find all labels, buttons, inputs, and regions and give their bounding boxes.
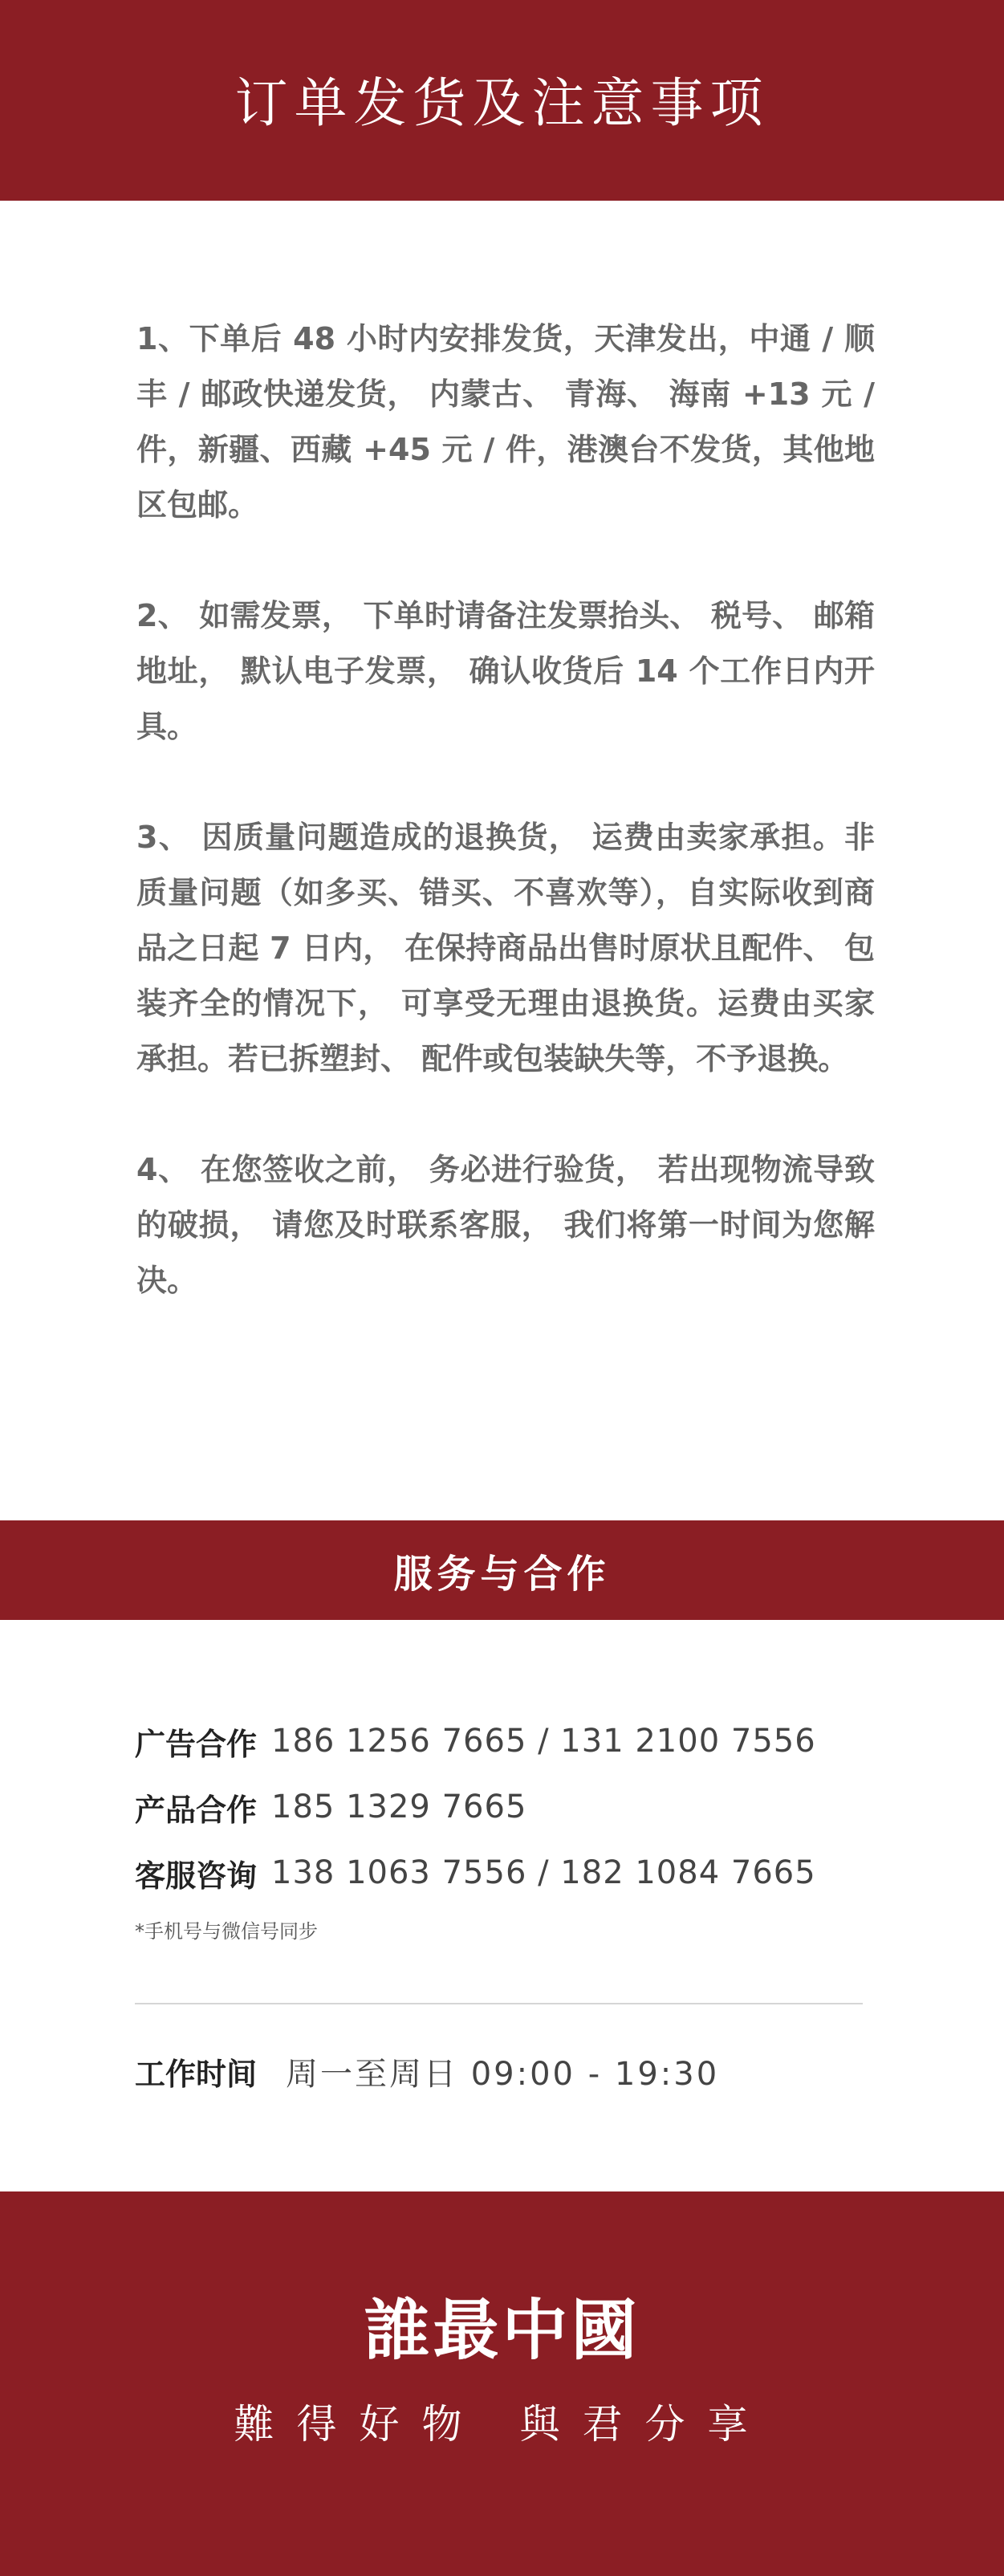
footer-banner: [0, 2191, 1004, 2576]
contact-label: 产品合作: [135, 1792, 258, 1828]
service-banner: [0, 1520, 1004, 1620]
hours-value: 周一至周日 09:00 - 19:30: [286, 2055, 720, 2093]
brand-slogan: 難得好物 與君分享: [234, 2401, 770, 2448]
contact-row-product: [135, 1774, 873, 1840]
contact-footnote: *手机号与微信号同步: [135, 1920, 318, 1943]
note-inspection: 4、 在您签收之前， 务必进行验货， 若出现物流导致的破损， 请您及时联系客服， 我们将第一时间为您解决。: [136, 1152, 875, 1298]
note-returns: 3、 因质量问题造成的退换货， 运费由卖家承担。非质量问题（如多买、错买、不喜欢等），自实际收到商品之日起 7 日内， 在保持商品出售时原状且配件、 包装齐全的情况下， 可享受无理由退换货。运费由买家承担。若已拆塑封、 配件或包装缺失等，不予退换。: [136, 820, 875, 1076]
header-banner: [0, 0, 1004, 201]
contact-list: [135, 1708, 873, 1947]
note-shipping: 1、下单后 48 小时内安排发货，天津发出，中通 / 顺丰 / 邮政快递发货， 内蒙古、 青海、 海南 +13 元 / 件，新疆、西藏 +45 元 / 件，港澳台不发货，其他地区包邮。: [136, 321, 875, 523]
service-title: 服务与合作: [393, 1551, 611, 1597]
contact-numbers: 138 1063 7556 / 182 1084 7665: [271, 1854, 816, 1891]
contact-numbers: 185 1329 7665: [271, 1789, 527, 1825]
divider: [135, 2003, 863, 2004]
contact-label: 广告合作: [135, 1726, 258, 1762]
contact-numbers: 186 1256 7665 / 131 2100 7556: [271, 1723, 816, 1760]
contact-row-ads: [135, 1708, 873, 1774]
contact-row-support: [135, 1840, 873, 1906]
shipping-notes: [136, 311, 875, 1364]
brand-name: 誰最中國: [364, 2292, 640, 2369]
note-invoice: 2、 如需发票， 下单时请备注发票抬头、 税号、 邮箱地址， 默认电子发票， 确认收货后 14 个工作日内开具。: [136, 598, 875, 744]
page-title: 订单发货及注意事项: [234, 71, 770, 134]
contact-label: 客服咨询: [135, 1858, 258, 1894]
working-hours: [135, 2043, 719, 2099]
hours-label: 工作时间: [135, 2056, 258, 2092]
